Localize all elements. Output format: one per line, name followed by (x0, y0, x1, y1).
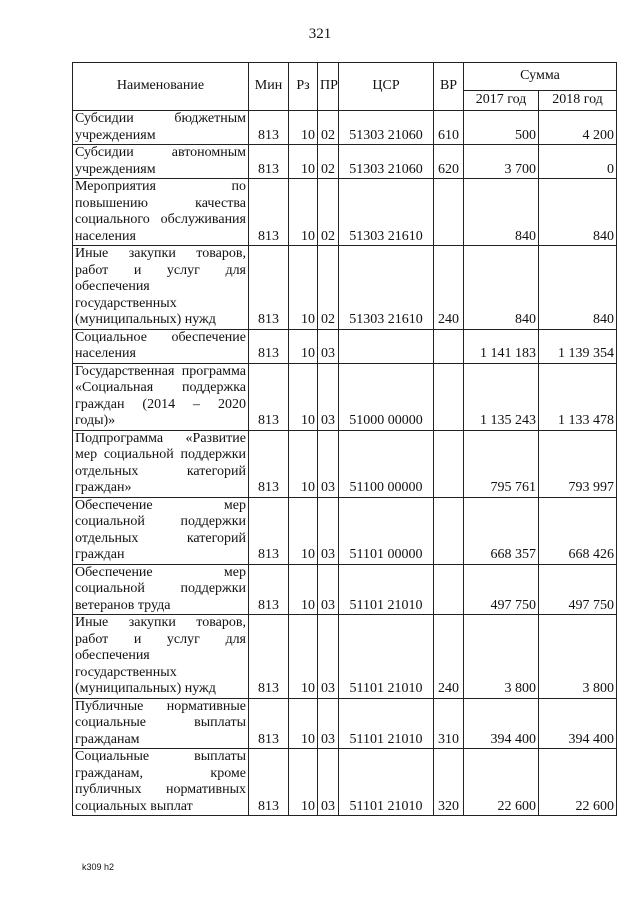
table-row (73, 111, 617, 145)
row-name-cell: Государственная программа «Социальная поддержка граждан (2014 – 2020 годы)» (73, 363, 249, 430)
header-sum: Сумма (464, 63, 617, 91)
row-min-cell: 813 (249, 179, 289, 246)
table-row (73, 615, 617, 699)
table-row (73, 749, 617, 816)
row-min-cell: 813 (249, 430, 289, 497)
row-2017-cell: 840 (464, 246, 539, 330)
row-name-cell: Социальное обеспечение населения (73, 329, 249, 363)
table-row (73, 363, 617, 430)
row-min-cell: 813 (249, 329, 289, 363)
row-2018-cell: 840 (539, 246, 617, 330)
table-row (73, 246, 617, 330)
row-name-cell: Обеспечение мер социальной поддержки отдельных категорий граждан (73, 497, 249, 564)
row-rz-cell: 10 (289, 749, 318, 816)
header-vr: ВР (434, 63, 464, 111)
row-min-cell: 813 (249, 497, 289, 564)
row-2018-cell: 497 750 (539, 564, 617, 615)
row-2017-cell: 1 141 183 (464, 329, 539, 363)
row-vr-cell: 620 (434, 145, 464, 179)
row-name-cell: Субсидии бюджетным учреждениям (73, 111, 249, 145)
row-csr-cell: 51000 00000 (339, 363, 434, 430)
row-2018-cell: 0 (539, 145, 617, 179)
row-pr-cell: 02 (318, 179, 339, 246)
row-csr-cell (339, 329, 434, 363)
row-vr-cell (434, 179, 464, 246)
header-2017: 2017 год (464, 91, 539, 111)
table-row (73, 145, 617, 179)
table-body (73, 111, 617, 816)
row-2017-cell: 1 135 243 (464, 363, 539, 430)
row-rz-cell: 10 (289, 698, 318, 749)
table-row (73, 698, 617, 749)
row-2018-cell: 793 997 (539, 430, 617, 497)
row-vr-cell (434, 430, 464, 497)
row-2017-cell: 840 (464, 179, 539, 246)
row-name-cell: Подпрограмма «Развитие мер социальной поддержки отдельных категорий граждан» (73, 430, 249, 497)
row-name-cell: Иные закупки товаров, работ и услуг для обеспечения государственных (муниципальных) нужд (73, 246, 249, 330)
header-min: Мин (249, 63, 289, 111)
row-csr-cell: 51303 21610 (339, 179, 434, 246)
row-2018-cell: 22 600 (539, 749, 617, 816)
row-pr-cell: 03 (318, 615, 339, 699)
row-csr-cell: 51101 21010 (339, 564, 434, 615)
row-min-cell: 813 (249, 246, 289, 330)
row-rz-cell: 10 (289, 363, 318, 430)
table-row (73, 179, 617, 246)
row-vr-cell: 240 (434, 246, 464, 330)
row-name-cell: Обеспечение мер социальной поддержки ветеранов труда (73, 564, 249, 615)
row-2018-cell: 3 800 (539, 615, 617, 699)
row-name-cell: Публичные нормативные социальные выплаты гражданам (73, 698, 249, 749)
row-vr-cell (434, 564, 464, 615)
row-2017-cell: 394 400 (464, 698, 539, 749)
row-2018-cell: 1 133 478 (539, 363, 617, 430)
row-pr-cell: 03 (318, 363, 339, 430)
row-rz-cell: 10 (289, 145, 318, 179)
row-min-cell: 813 (249, 749, 289, 816)
row-2018-cell: 668 426 (539, 497, 617, 564)
row-min-cell: 813 (249, 111, 289, 145)
row-csr-cell: 51101 21010 (339, 615, 434, 699)
header-name: Наименование (73, 63, 249, 111)
row-csr-cell: 51303 21060 (339, 111, 434, 145)
row-name-cell: Иные закупки товаров, работ и услуг для обеспечения государственных (муниципальных) нужд (73, 615, 249, 699)
row-rz-cell: 10 (289, 615, 318, 699)
table-row (73, 564, 617, 615)
table-row (73, 329, 617, 363)
row-2017-cell: 500 (464, 111, 539, 145)
row-pr-cell: 02 (318, 111, 339, 145)
row-2018-cell: 394 400 (539, 698, 617, 749)
row-min-cell: 813 (249, 698, 289, 749)
page-number: 321 (308, 26, 332, 42)
row-rz-cell: 10 (289, 329, 318, 363)
header-rz: Рз (289, 63, 318, 111)
row-vr-cell: 320 (434, 749, 464, 816)
row-csr-cell: 51303 21060 (339, 145, 434, 179)
header-csr: ЦСР (339, 63, 434, 111)
row-pr-cell: 03 (318, 564, 339, 615)
row-vr-cell: 310 (434, 698, 464, 749)
row-min-cell: 813 (249, 615, 289, 699)
row-pr-cell: 02 (318, 246, 339, 330)
row-pr-cell: 03 (318, 430, 339, 497)
row-name-cell: Субсидии автономным учреждениям (73, 145, 249, 179)
row-min-cell: 813 (249, 363, 289, 430)
row-2017-cell: 22 600 (464, 749, 539, 816)
row-csr-cell: 51101 21010 (339, 698, 434, 749)
row-min-cell: 813 (249, 145, 289, 179)
row-2018-cell: 1 139 354 (539, 329, 617, 363)
row-2018-cell: 4 200 (539, 111, 617, 145)
footer-code: k309 h2 (82, 862, 115, 872)
row-name-cell: Мероприятия по повышению качества социального обслуживания населения (73, 179, 249, 246)
row-rz-cell: 10 (289, 497, 318, 564)
row-2018-cell: 840 (539, 179, 617, 246)
row-rz-cell: 10 (289, 430, 318, 497)
row-vr-cell: 240 (434, 615, 464, 699)
row-pr-cell: 03 (318, 698, 339, 749)
row-name-cell: Социальные выплаты гражданам, кроме публичных нормативных социальных выплат (73, 749, 249, 816)
row-rz-cell: 10 (289, 179, 318, 246)
row-2017-cell: 795 761 (464, 430, 539, 497)
row-rz-cell: 10 (289, 564, 318, 615)
row-csr-cell: 51101 00000 (339, 497, 434, 564)
row-rz-cell: 10 (289, 246, 318, 330)
row-2017-cell: 668 357 (464, 497, 539, 564)
row-2017-cell: 3 700 (464, 145, 539, 179)
row-pr-cell: 03 (318, 329, 339, 363)
row-csr-cell: 51303 21610 (339, 246, 434, 330)
row-min-cell: 813 (249, 564, 289, 615)
row-2017-cell: 497 750 (464, 564, 539, 615)
header-2018: 2018 год (539, 91, 617, 111)
row-csr-cell: 51100 00000 (339, 430, 434, 497)
row-rz-cell: 10 (289, 111, 318, 145)
row-vr-cell: 610 (434, 111, 464, 145)
row-pr-cell: 02 (318, 145, 339, 179)
header-pr: ПР (318, 63, 339, 111)
table-row (73, 497, 617, 564)
row-pr-cell: 03 (318, 749, 339, 816)
row-pr-cell: 03 (318, 497, 339, 564)
table-row (73, 430, 617, 497)
row-2017-cell: 3 800 (464, 615, 539, 699)
budget-table (72, 62, 617, 816)
row-vr-cell (434, 497, 464, 564)
row-vr-cell (434, 329, 464, 363)
row-vr-cell (434, 363, 464, 430)
row-csr-cell: 51101 21010 (339, 749, 434, 816)
